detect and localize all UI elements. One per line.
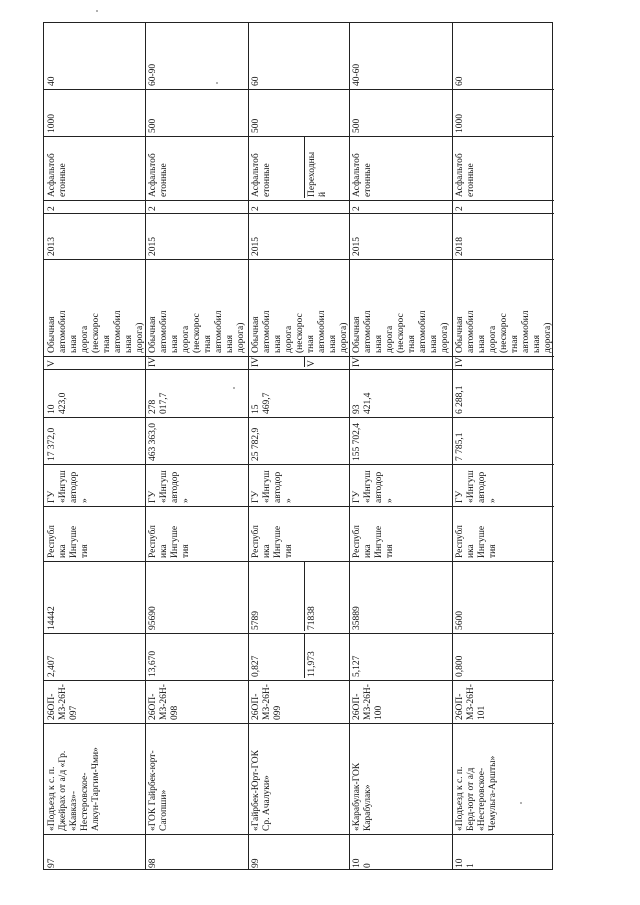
cell-lanes: 2 <box>455 206 465 211</box>
cell-region: Республ ика Ингуше тия <box>455 525 498 558</box>
cell-code: 26ОП- МЗ-26Н- 098 <box>148 684 180 720</box>
cell-type: Обычная автомобил ьная дорога (нескорос тная автомобил ьная дорога) <box>455 310 553 353</box>
cell-area-2: 71838 <box>307 606 317 630</box>
cell-lanes: 2 <box>148 206 158 211</box>
cell-surface-2: Переходны й <box>307 151 328 197</box>
cell-speed: 40-60 <box>352 63 362 86</box>
cell-lanes: 2 <box>47 206 57 211</box>
cell-surface: Асфальтоб етонные <box>47 153 68 197</box>
field-separator <box>44 213 554 214</box>
cell-year: 2018 <box>455 237 465 256</box>
cell-length: 0,827 <box>251 655 261 677</box>
row-separator <box>349 23 350 869</box>
sub-cell-separator <box>304 136 305 198</box>
row-separator <box>248 23 249 869</box>
cell-width: 500 <box>352 118 362 133</box>
scan-speck <box>216 82 218 84</box>
cell-surface: Асфальтоб етонные <box>148 153 169 197</box>
field-separator <box>44 464 554 465</box>
sub-cell-separator <box>304 356 305 367</box>
scan-speck <box>96 10 98 12</box>
cell-residual: 93 421,4 <box>352 392 373 414</box>
field-separator <box>44 136 554 137</box>
cell-region: Республ ика Ингуше тия <box>47 525 90 558</box>
cell-cost: 17 372,0 <box>47 427 57 461</box>
field-separator <box>44 633 554 634</box>
cell-width: 1000 <box>47 114 57 133</box>
cell-area: 35889 <box>352 606 362 630</box>
cell-year: 2013 <box>47 237 57 256</box>
cell-cost: 155 702,4 <box>352 423 362 461</box>
cell-no: 99 <box>251 858 261 868</box>
cell-year: 2015 <box>251 237 261 256</box>
cell-code: 26ОП- МЗ-26Н- 100 <box>352 684 384 720</box>
cell-category: IV <box>148 356 158 367</box>
cell-length: 2,407 <box>47 655 57 677</box>
cell-surface: Асфальтоб етонные <box>251 153 272 197</box>
cell-owner: ГУ «Ингуш автодор » <box>148 470 191 503</box>
cell-type: Обычная автомобил ьная дорога (нескорос тная автомобил ьная дорога) <box>352 310 450 353</box>
cell-year: 2015 <box>148 237 158 256</box>
cell-cost: 463 363,0 <box>148 423 158 461</box>
field-separator <box>44 506 554 507</box>
field-separator <box>44 89 554 90</box>
scan-speck <box>233 387 235 389</box>
cell-lanes: 2 <box>352 206 362 211</box>
cell-category-2: V <box>307 360 317 367</box>
field-separator <box>44 417 554 418</box>
field-separator <box>44 561 554 562</box>
cell-no: 97 <box>47 858 57 868</box>
field-separator <box>44 369 554 370</box>
cell-residual: 6 288,1 <box>455 385 465 414</box>
cell-width: 500 <box>251 118 261 133</box>
cell-speed: 60 <box>251 76 261 86</box>
road-registry-table <box>43 22 553 870</box>
cell-residual: 15 469,7 <box>251 392 272 414</box>
cell-width: 500 <box>148 118 158 133</box>
cell-owner: ГУ «Ингуш автодор » <box>455 470 498 503</box>
row-separator <box>452 23 453 869</box>
cell-length: 13,670 <box>148 650 158 677</box>
cell-region: Республ ика Ингуше тия <box>352 525 395 558</box>
cell-code: 26ОП- МЗ-26Н- 099 <box>251 684 283 720</box>
cell-length-2: 11,973 <box>307 651 317 677</box>
cell-length: 0,800 <box>455 655 465 677</box>
cell-speed: 60 <box>455 76 465 86</box>
cell-name: «Карабулак-ГОК Карабулак» <box>352 762 373 831</box>
cell-area: 5600 <box>455 611 465 630</box>
row-separator <box>145 23 146 869</box>
cell-no: 10 0 <box>352 858 373 868</box>
cell-name: «ГОК Гайрбек-юрт- Сагопши» <box>148 750 169 831</box>
cell-speed: 60-90 <box>148 63 158 86</box>
sub-cell-separator <box>304 633 305 678</box>
cell-length: 5,127 <box>352 655 362 677</box>
sub-cell-separator <box>304 561 305 631</box>
cell-type: Обычная автомобил ьная дорога (нескорос тная автомобил ьная дорога) <box>148 310 246 353</box>
cell-cost: 7 785,1 <box>455 432 465 461</box>
cell-lanes: 2 <box>251 206 261 211</box>
field-separator <box>44 259 554 260</box>
cell-name: «Подъезд к с. п. Джейрах от а/д «Гр. «Кавказ»- Нестеровское- Алкун-Таргим-Чми» <box>47 747 101 831</box>
cell-speed: 40 <box>47 76 57 86</box>
cell-owner: ГУ «Ингуш автодор » <box>47 470 90 503</box>
cell-type: Обычная автомобил ьная дорога (нескорос тная автомобил ьная дорога) <box>47 310 145 353</box>
cell-residual: 10 423,0 <box>47 392 68 414</box>
cell-area: 5789 <box>251 611 261 630</box>
cell-surface: Асфальтоб етонные <box>455 153 476 197</box>
field-separator <box>44 200 554 201</box>
cell-code: 26ОП- МЗ-26Н- 101 <box>455 684 487 720</box>
cell-category: V <box>47 360 57 367</box>
cell-name: «Подъезд к с. п. Берд-юрт от а/д «Нестеровское- Чемульга-Аршты» <box>455 755 498 831</box>
cell-region: Республ ика Ингуше тия <box>148 525 191 558</box>
cell-category: IV <box>251 356 261 367</box>
cell-type: Обычная автомобил ьная дорога (нескорос тная автомобил ьная дорога) <box>251 310 349 353</box>
cell-category: IV <box>352 356 362 367</box>
cell-region: Республ ика Ингуше тия <box>251 525 294 558</box>
cell-area: 14442 <box>47 606 57 630</box>
cell-no: 98 <box>148 858 158 868</box>
cell-cost: 25 782,9 <box>251 427 261 461</box>
cell-surface: Асфальтоб етонные <box>352 153 373 197</box>
field-separator <box>44 356 554 357</box>
cell-category: IV <box>455 356 465 367</box>
scan-speck <box>520 802 522 804</box>
field-separator <box>44 680 554 681</box>
cell-owner: ГУ «Ингуш автодор » <box>251 470 294 503</box>
cell-code: 26ОП- МЗ-26Н- 097 <box>47 684 79 720</box>
cell-area: 95690 <box>148 606 158 630</box>
field-separator <box>44 723 554 724</box>
field-separator <box>44 834 554 835</box>
cell-owner: ГУ «Ингуш автодор » <box>352 470 395 503</box>
cell-residual: 278 017,7 <box>148 392 169 414</box>
cell-no: 10 1 <box>455 858 476 868</box>
cell-year: 2015 <box>352 237 362 256</box>
cell-width: 1000 <box>455 114 465 133</box>
cell-name: «Гайрбек-Юрт-ГОК Ср. Ачалуки» <box>251 750 272 831</box>
